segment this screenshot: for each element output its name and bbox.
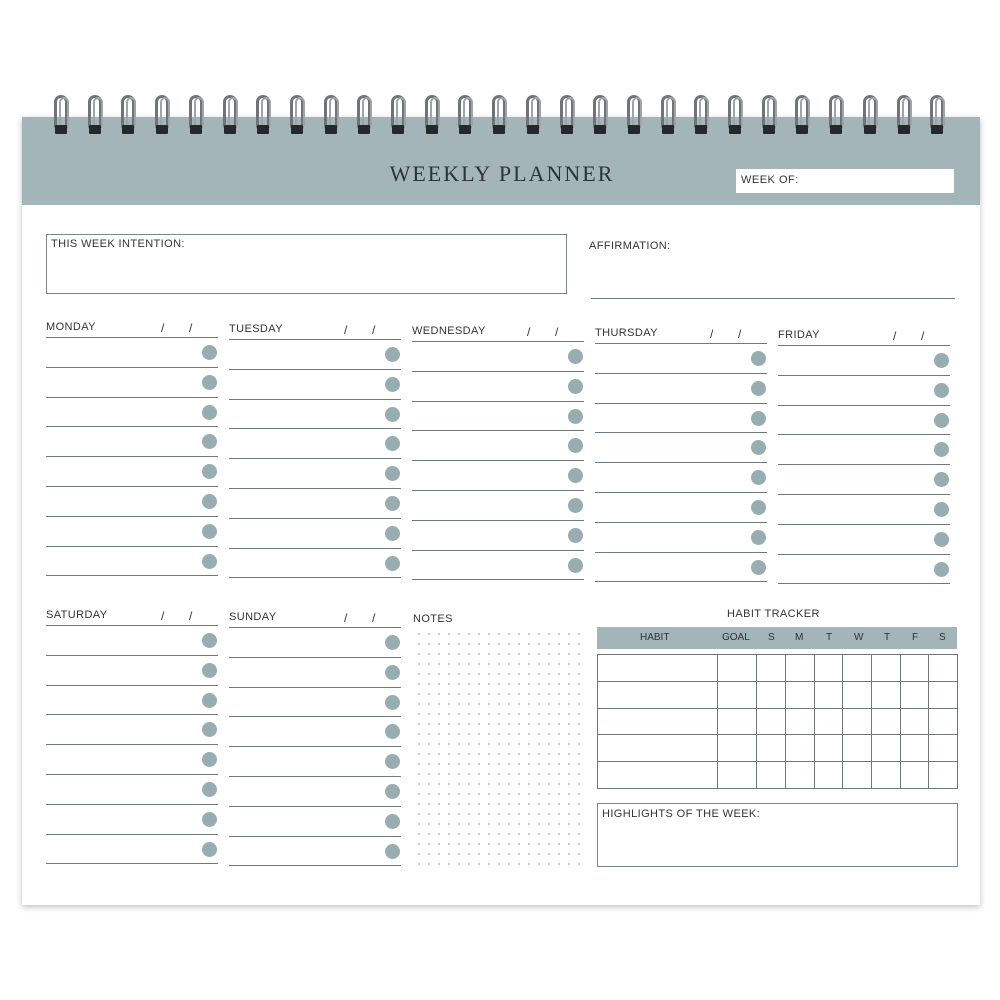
intention-label: THIS WEEK INTENTION:: [51, 238, 185, 250]
task-line[interactable]: [412, 520, 584, 521]
habit-grid-col-line: [957, 654, 958, 789]
task-line[interactable]: [46, 397, 218, 398]
habit-col-habit: HABIT: [640, 632, 670, 643]
date-separator: /: [710, 327, 714, 341]
spiral-coil: [827, 95, 845, 147]
task-line[interactable]: [46, 834, 218, 835]
task-line[interactable]: [595, 403, 767, 404]
task-line[interactable]: [778, 464, 950, 465]
task-checkbox[interactable]: [934, 532, 949, 547]
spiral-coil: [793, 95, 811, 147]
habit-grid-col-line: [928, 654, 929, 789]
task-line[interactable]: [412, 490, 584, 491]
task-line[interactable]: [229, 369, 401, 370]
task-checkbox[interactable]: [385, 724, 400, 739]
habit-tracker-title: HABIT TRACKER: [727, 608, 820, 620]
spiral-binding: [22, 95, 980, 155]
spiral-coil: [659, 95, 677, 147]
task-line[interactable]: [778, 375, 950, 376]
habit-grid-row-line: [597, 761, 958, 762]
day-name: MONDAY: [46, 321, 96, 333]
task-checkbox[interactable]: [202, 405, 217, 420]
task-checkbox[interactable]: [202, 554, 217, 569]
task-line[interactable]: [46, 575, 218, 576]
task-line[interactable]: [412, 550, 584, 551]
task-checkbox[interactable]: [202, 722, 217, 737]
spiral-coil: [322, 95, 340, 147]
task-checkbox[interactable]: [568, 558, 583, 573]
task-checkbox[interactable]: [385, 556, 400, 571]
habit-grid-row-line: [597, 734, 958, 735]
task-line[interactable]: [229, 806, 401, 807]
spiral-coil: [625, 95, 643, 147]
date-separator: /: [738, 327, 742, 341]
task-checkbox[interactable]: [934, 472, 949, 487]
task-line[interactable]: [595, 432, 767, 433]
task-line[interactable]: [229, 776, 401, 777]
spiral-coil: [423, 95, 441, 147]
affirmation-line[interactable]: [591, 298, 955, 299]
task-checkbox[interactable]: [568, 349, 583, 364]
day-name: THURSDAY: [595, 327, 658, 339]
habit-col-day: T: [826, 632, 833, 643]
date-separator: /: [372, 611, 376, 625]
task-checkbox[interactable]: [568, 528, 583, 543]
day-header-line: [46, 337, 218, 338]
task-checkbox[interactable]: [385, 407, 400, 422]
task-line[interactable]: [229, 399, 401, 400]
task-line[interactable]: [412, 371, 584, 372]
day-name: SUNDAY: [229, 611, 277, 623]
task-checkbox[interactable]: [202, 524, 217, 539]
spiral-coil: [726, 95, 744, 147]
spiral-coil: [524, 95, 542, 147]
intention-box[interactable]: [46, 234, 567, 294]
spiral-coil: [86, 95, 104, 147]
task-checkbox[interactable]: [385, 526, 400, 541]
task-line[interactable]: [412, 430, 584, 431]
spiral-coil: [760, 95, 778, 147]
task-checkbox[interactable]: [385, 466, 400, 481]
task-line[interactable]: [778, 434, 950, 435]
task-line[interactable]: [229, 865, 401, 866]
task-line[interactable]: [229, 836, 401, 837]
day-name: TUESDAY: [229, 323, 283, 335]
spiral-coil: [52, 95, 70, 147]
day-name: SATURDAY: [46, 609, 108, 621]
task-checkbox[interactable]: [202, 345, 217, 360]
notes-dot-grid[interactable]: [414, 629, 586, 865]
task-line[interactable]: [595, 522, 767, 523]
task-checkbox[interactable]: [568, 438, 583, 453]
task-checkbox[interactable]: [202, 494, 217, 509]
habit-grid-row-line: [597, 708, 958, 709]
task-line[interactable]: [229, 518, 401, 519]
task-checkbox[interactable]: [751, 411, 766, 426]
habit-col-day: S: [939, 632, 946, 643]
spiral-coil: [221, 95, 239, 147]
task-line[interactable]: [46, 486, 218, 487]
task-checkbox[interactable]: [202, 375, 217, 390]
date-separator: /: [372, 323, 376, 337]
task-line[interactable]: [595, 462, 767, 463]
day-header-line: [778, 345, 950, 346]
task-checkbox[interactable]: [751, 500, 766, 515]
task-checkbox[interactable]: [385, 695, 400, 710]
task-checkbox[interactable]: [385, 436, 400, 451]
habit-col-day: M: [795, 632, 804, 643]
day-header-line: [229, 339, 401, 340]
habit-tracker-grid[interactable]: [597, 654, 958, 789]
task-line[interactable]: [229, 458, 401, 459]
spiral-coil: [187, 95, 205, 147]
habit-col-day: S: [768, 632, 775, 643]
task-checkbox[interactable]: [934, 413, 949, 428]
task-checkbox[interactable]: [385, 496, 400, 511]
task-checkbox[interactable]: [568, 379, 583, 394]
date-separator: /: [189, 321, 193, 335]
task-line[interactable]: [229, 577, 401, 578]
task-line[interactable]: [46, 426, 218, 427]
habit-grid-row-line: [597, 681, 958, 682]
day-header-line: [595, 343, 767, 344]
task-line[interactable]: [46, 655, 218, 656]
task-checkbox[interactable]: [934, 353, 949, 368]
task-checkbox[interactable]: [202, 663, 217, 678]
habit-grid-row-line: [597, 654, 958, 655]
task-line[interactable]: [229, 716, 401, 717]
task-line[interactable]: [46, 863, 218, 864]
task-checkbox[interactable]: [751, 470, 766, 485]
task-line[interactable]: [46, 744, 218, 745]
task-line[interactable]: [46, 804, 218, 805]
task-line[interactable]: [229, 548, 401, 549]
spiral-coil: [288, 95, 306, 147]
habit-grid-col-line: [871, 654, 872, 789]
spiral-coil: [895, 95, 913, 147]
task-checkbox[interactable]: [934, 383, 949, 398]
date-separator: /: [893, 329, 897, 343]
task-checkbox[interactable]: [385, 814, 400, 829]
spiral-coil: [389, 95, 407, 147]
task-checkbox[interactable]: [385, 635, 400, 650]
week-of-label: WEEK OF:: [741, 174, 799, 186]
affirmation-label: AFFIRMATION:: [589, 240, 671, 252]
spiral-coil: [692, 95, 710, 147]
task-checkbox[interactable]: [934, 502, 949, 517]
date-separator: /: [527, 325, 531, 339]
task-checkbox[interactable]: [385, 377, 400, 392]
habit-grid-col-line: [900, 654, 901, 789]
task-checkbox[interactable]: [202, 752, 217, 767]
spiral-coil: [861, 95, 879, 147]
task-line[interactable]: [229, 746, 401, 747]
highlights-box[interactable]: [597, 803, 958, 867]
spiral-coil: [456, 95, 474, 147]
task-checkbox[interactable]: [202, 782, 217, 797]
task-line[interactable]: [46, 456, 218, 457]
habit-col-day: T: [884, 632, 891, 643]
spiral-coil: [119, 95, 137, 147]
task-line[interactable]: [778, 524, 950, 525]
task-line[interactable]: [46, 685, 218, 686]
habit-grid-col-line: [842, 654, 843, 789]
task-line[interactable]: [229, 657, 401, 658]
highlights-label: HIGHLIGHTS OF THE WEEK:: [602, 808, 761, 820]
spiral-coil: [490, 95, 508, 147]
habit-grid-col-line: [756, 654, 757, 789]
task-line[interactable]: [412, 460, 584, 461]
task-line[interactable]: [595, 552, 767, 553]
task-checkbox[interactable]: [568, 498, 583, 513]
date-separator: /: [161, 321, 165, 335]
task-checkbox[interactable]: [385, 347, 400, 362]
task-checkbox[interactable]: [385, 665, 400, 680]
day-name: FRIDAY: [778, 329, 820, 341]
day-header-line: [46, 625, 218, 626]
spiral-coil: [928, 95, 946, 147]
date-separator: /: [161, 609, 165, 623]
task-line[interactable]: [778, 405, 950, 406]
spiral-coil: [558, 95, 576, 147]
task-line[interactable]: [229, 488, 401, 489]
habit-col-day: F: [912, 632, 919, 643]
task-line[interactable]: [778, 583, 950, 584]
task-checkbox[interactable]: [202, 434, 217, 449]
task-checkbox[interactable]: [751, 530, 766, 545]
task-checkbox[interactable]: [934, 562, 949, 577]
habit-grid-col-line: [814, 654, 815, 789]
task-line[interactable]: [595, 581, 767, 582]
date-separator: /: [921, 329, 925, 343]
task-line[interactable]: [46, 367, 218, 368]
task-line[interactable]: [46, 714, 218, 715]
spiral-coil: [355, 95, 373, 147]
task-line[interactable]: [229, 428, 401, 429]
date-separator: /: [344, 611, 348, 625]
spiral-coil: [153, 95, 171, 147]
task-line[interactable]: [778, 554, 950, 555]
habit-grid-row-line: [597, 788, 958, 789]
task-line[interactable]: [46, 516, 218, 517]
task-checkbox[interactable]: [568, 468, 583, 483]
week-of-field[interactable]: [736, 169, 954, 193]
task-checkbox[interactable]: [751, 381, 766, 396]
habit-col-day: W: [854, 632, 864, 643]
task-checkbox[interactable]: [202, 633, 217, 648]
date-separator: /: [555, 325, 559, 339]
habit-tracker-header: [597, 627, 957, 649]
task-checkbox[interactable]: [751, 440, 766, 455]
task-line[interactable]: [595, 373, 767, 374]
task-line[interactable]: [412, 401, 584, 402]
task-checkbox[interactable]: [385, 754, 400, 769]
task-checkbox[interactable]: [751, 560, 766, 575]
habit-grid-col-line: [597, 654, 598, 789]
habit-grid-col-line: [717, 654, 718, 789]
planner-page: [22, 117, 980, 905]
task-checkbox[interactable]: [385, 844, 400, 859]
task-checkbox[interactable]: [202, 812, 217, 827]
task-line[interactable]: [412, 579, 584, 580]
task-line[interactable]: [778, 494, 950, 495]
day-header-line: [229, 627, 401, 628]
habit-col-goal: GOAL: [722, 632, 750, 643]
day-name: WEDNESDAY: [412, 325, 486, 337]
task-line[interactable]: [595, 492, 767, 493]
task-checkbox[interactable]: [934, 442, 949, 457]
habit-grid-col-line: [785, 654, 786, 789]
task-line[interactable]: [229, 687, 401, 688]
date-separator: /: [189, 609, 193, 623]
task-checkbox[interactable]: [202, 693, 217, 708]
task-checkbox[interactable]: [385, 784, 400, 799]
planner-title: WEEKLY PLANNER: [389, 161, 615, 186]
notes-label: NOTES: [413, 613, 453, 625]
task-checkbox[interactable]: [568, 409, 583, 424]
task-checkbox[interactable]: [751, 351, 766, 366]
task-line[interactable]: [46, 546, 218, 547]
task-checkbox[interactable]: [202, 464, 217, 479]
date-separator: /: [344, 323, 348, 337]
spiral-coil: [591, 95, 609, 147]
task-checkbox[interactable]: [202, 842, 217, 857]
spiral-coil: [254, 95, 272, 147]
task-line[interactable]: [46, 774, 218, 775]
day-header-line: [412, 341, 584, 342]
